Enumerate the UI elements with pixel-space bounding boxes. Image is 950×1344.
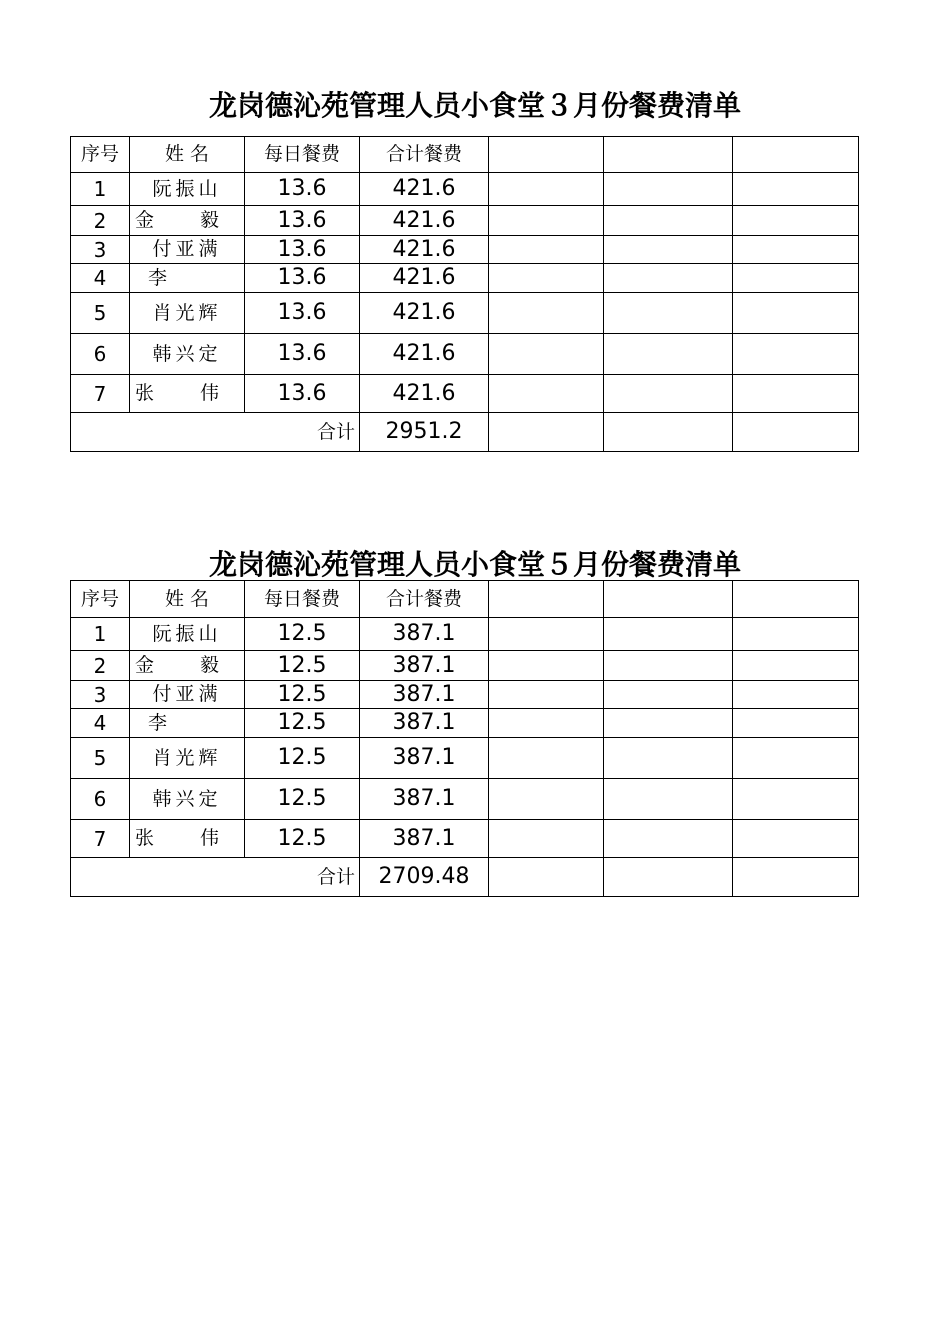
- empty-cell: [604, 293, 733, 334]
- row-index: 7: [71, 820, 130, 858]
- empty-cell: [604, 681, 733, 709]
- table-row: [71, 375, 859, 413]
- table-row: [71, 334, 859, 375]
- row-daily-fee: 12.5: [245, 820, 360, 858]
- row-daily-fee: 12.5: [245, 709, 360, 738]
- row-index: 1: [71, 173, 130, 206]
- empty-cell: [733, 413, 859, 452]
- empty-cell: [489, 581, 604, 618]
- empty-cell: [733, 334, 859, 375]
- row-name: 肖光辉: [130, 738, 245, 779]
- table-row: [71, 236, 859, 264]
- empty-cell: [604, 137, 733, 173]
- header-daily-fee: 每日餐费: [245, 581, 360, 618]
- row-total-fee: 421.6: [360, 375, 489, 413]
- row-total-fee: 421.6: [360, 236, 489, 264]
- row-index: 3: [71, 681, 130, 709]
- empty-cell: [489, 681, 604, 709]
- row-daily-fee: 12.5: [245, 738, 360, 779]
- empty-cell: [604, 334, 733, 375]
- empty-cell: [489, 413, 604, 452]
- empty-cell: [733, 738, 859, 779]
- empty-cell: [489, 137, 604, 173]
- total-label: 合计: [71, 858, 360, 897]
- empty-cell: [489, 709, 604, 738]
- table-row: [71, 820, 859, 858]
- empty-cell: [604, 236, 733, 264]
- row-index: 7: [71, 375, 130, 413]
- row-daily-fee: 12.5: [245, 618, 360, 651]
- row-daily-fee: 13.6: [245, 334, 360, 375]
- empty-cell: [604, 413, 733, 452]
- table-row: [71, 709, 859, 738]
- empty-cell: [733, 173, 859, 206]
- row-daily-fee: 13.6: [245, 173, 360, 206]
- empty-cell: [489, 334, 604, 375]
- row-total-fee: 421.6: [360, 206, 489, 236]
- empty-cell: [489, 173, 604, 206]
- table-row: [71, 206, 859, 236]
- empty-cell: [733, 779, 859, 820]
- page-title-march: 龙岗德沁苑管理人员小食堂３月份餐费清单: [208, 89, 741, 122]
- row-index: 5: [71, 293, 130, 334]
- row-index: 4: [71, 264, 130, 293]
- meal-fee-table-march: [70, 136, 859, 452]
- row-index: 2: [71, 206, 130, 236]
- table-row: [71, 173, 859, 206]
- row-daily-fee: 12.5: [245, 779, 360, 820]
- row-total-fee: 387.1: [360, 820, 489, 858]
- row-index: 6: [71, 334, 130, 375]
- header-total-fee: 合计餐费: [360, 137, 489, 173]
- header-name: 姓 名: [130, 581, 245, 618]
- table-row: [71, 651, 859, 681]
- empty-cell: [604, 173, 733, 206]
- row-name: 阮振山: [130, 173, 245, 206]
- grand-total: 2709.48: [360, 858, 489, 897]
- empty-cell: [489, 375, 604, 413]
- table-row: [71, 779, 859, 820]
- empty-cell: [733, 858, 859, 897]
- empty-cell: [489, 738, 604, 779]
- total-label: 合计: [71, 413, 360, 452]
- empty-cell: [489, 858, 604, 897]
- row-index: 6: [71, 779, 130, 820]
- row-name: 韩兴定: [130, 779, 245, 820]
- empty-cell: [604, 264, 733, 293]
- row-name: 付亚满: [130, 236, 245, 264]
- row-index: 5: [71, 738, 130, 779]
- row-total-fee: 421.6: [360, 293, 489, 334]
- empty-cell: [489, 651, 604, 681]
- row-daily-fee: 13.6: [245, 264, 360, 293]
- row-daily-fee: 13.6: [245, 206, 360, 236]
- page-title-may: 龙岗德沁苑管理人员小食堂５月份餐费清单: [208, 548, 741, 581]
- empty-cell: [733, 581, 859, 618]
- row-total-fee: 387.1: [360, 681, 489, 709]
- empty-cell: [604, 206, 733, 236]
- empty-cell: [489, 206, 604, 236]
- row-name: 阮振山: [130, 618, 245, 651]
- row-name: 肖光辉: [130, 293, 245, 334]
- empty-cell: [733, 375, 859, 413]
- empty-cell: [489, 236, 604, 264]
- table-row: [71, 264, 859, 293]
- header-index: 序号: [71, 581, 130, 618]
- empty-cell: [733, 618, 859, 651]
- row-name: 张 伟: [130, 375, 245, 413]
- empty-cell: [733, 206, 859, 236]
- row-daily-fee: 12.5: [245, 651, 360, 681]
- empty-cell: [604, 738, 733, 779]
- header-index: 序号: [71, 137, 130, 173]
- empty-cell: [733, 236, 859, 264]
- row-daily-fee: 13.6: [245, 293, 360, 334]
- header-daily-fee: 每日餐费: [245, 137, 360, 173]
- empty-cell: [604, 651, 733, 681]
- header-total-fee: 合计餐费: [360, 581, 489, 618]
- empty-cell: [733, 709, 859, 738]
- row-total-fee: 387.1: [360, 779, 489, 820]
- table-row: [71, 618, 859, 651]
- empty-cell: [489, 293, 604, 334]
- table-header-row: [71, 581, 859, 618]
- empty-cell: [604, 375, 733, 413]
- empty-cell: [733, 293, 859, 334]
- empty-cell: [733, 651, 859, 681]
- empty-cell: [733, 264, 859, 293]
- empty-cell: [604, 779, 733, 820]
- row-name: 金 毅: [130, 651, 245, 681]
- empty-cell: [489, 820, 604, 858]
- row-total-fee: 421.6: [360, 173, 489, 206]
- empty-cell: [733, 820, 859, 858]
- empty-cell: [733, 681, 859, 709]
- grand-total: 2951.2: [360, 413, 489, 452]
- row-daily-fee: 13.6: [245, 375, 360, 413]
- empty-cell: [604, 709, 733, 738]
- empty-cell: [489, 779, 604, 820]
- row-index: 2: [71, 651, 130, 681]
- empty-cell: [604, 820, 733, 858]
- total-row: [71, 858, 859, 897]
- empty-cell: [489, 618, 604, 651]
- row-index: 4: [71, 709, 130, 738]
- row-total-fee: 387.1: [360, 618, 489, 651]
- row-total-fee: 387.1: [360, 709, 489, 738]
- table-row: [71, 681, 859, 709]
- empty-cell: [733, 137, 859, 173]
- row-name: 李: [130, 264, 245, 293]
- row-name: 韩兴定: [130, 334, 245, 375]
- header-name: 姓 名: [130, 137, 245, 173]
- row-daily-fee: 13.6: [245, 236, 360, 264]
- empty-cell: [604, 581, 733, 618]
- row-total-fee: 421.6: [360, 334, 489, 375]
- meal-fee-table-may: [70, 580, 859, 897]
- row-name: 金 毅: [130, 206, 245, 236]
- empty-cell: [489, 264, 604, 293]
- row-index: 3: [71, 236, 130, 264]
- total-row: [71, 413, 859, 452]
- row-total-fee: 387.1: [360, 651, 489, 681]
- row-name: 张 伟: [130, 820, 245, 858]
- row-daily-fee: 12.5: [245, 681, 360, 709]
- row-total-fee: 387.1: [360, 738, 489, 779]
- row-name: 李: [130, 709, 245, 738]
- row-index: 1: [71, 618, 130, 651]
- row-total-fee: 421.6: [360, 264, 489, 293]
- row-name: 付亚满: [130, 681, 245, 709]
- table-header-row: [71, 137, 859, 173]
- empty-cell: [604, 618, 733, 651]
- table-row: [71, 738, 859, 779]
- table-row: [71, 293, 859, 334]
- empty-cell: [604, 858, 733, 897]
